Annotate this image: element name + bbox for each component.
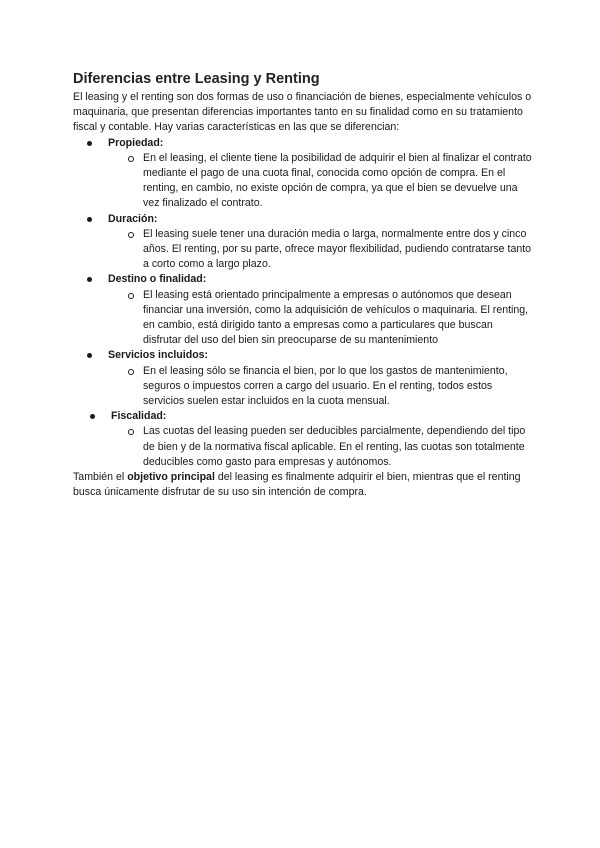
intro-paragraph: El leasing y el renting son dos formas de uso o financiación de bienes, especialmente vehículos o maquinaria, que presentan diferencias importantes tanto en su finalidad como en su tratamiento fiscal y contable. Hay varias características en las que se diferencian:	[73, 91, 532, 134]
term-fiscalidad: Fiscalidad:	[111, 410, 167, 423]
bullet-icon	[87, 217, 92, 222]
term-servicios: Servicios incluidos:	[108, 349, 209, 362]
bullet-icon	[87, 353, 92, 358]
sublist-servicios	[108, 364, 533, 410]
item-text-destino: El leasing está orientado principalmente a empresas o autónomos que desean financiar una inversión, como la adquisición de vehículos o maquinaria. El renting, en cambio, está dirigido tanto a empresas como a particulares que buscan disfrutar del uso del bien sin preocuparse de su mantenimiento	[143, 288, 529, 347]
document-content	[73, 70, 533, 500]
circle-bullet-icon	[128, 156, 134, 162]
list-item-destino	[73, 272, 533, 348]
conclusion-before: También el	[73, 471, 128, 484]
term-destino: Destino o finalidad:	[108, 273, 207, 286]
circle-bullet-icon	[128, 293, 134, 299]
circle-bullet-icon	[128, 232, 134, 238]
sublist-item	[108, 424, 533, 470]
list-item-servicios	[73, 348, 533, 409]
item-text-servicios: En el leasing sólo se financia el bien, por lo que los gastos de mantenimiento, seguros o impuestos corren a cargo del usuario. En el renting, todos estos servicios suelen estar incluidos en la cuota mensual.	[143, 364, 508, 408]
item-text-duracion: El leasing suele tener una duración media o larga, normalmente entre dos y cinco años. El renting, por su parte, ofrece mayor flexibilidad, pudiendo contratarse tanto a corto como a largo plazo.	[143, 227, 532, 271]
sublist-propiedad	[108, 151, 533, 212]
sublist-item	[108, 364, 533, 410]
term-propiedad: Propiedad:	[108, 136, 164, 149]
bullet-icon	[87, 277, 92, 282]
sublist-item	[108, 227, 533, 273]
term-duracion: Duración:	[108, 212, 158, 225]
differences-list	[73, 136, 533, 470]
item-text-fiscalidad: Las cuotas del leasing pueden ser deducibles parcialmente, dependiendo del tipo de bien y de la normativa fiscal aplicable. En el renting, las cuotas son totalmente deducibles como gasto para empresas y autónomos.	[143, 425, 526, 468]
sublist-item	[108, 151, 533, 212]
sublist-destino	[108, 288, 533, 349]
list-item-propiedad	[73, 136, 533, 212]
circle-bullet-icon	[128, 429, 134, 435]
bullet-icon	[90, 414, 95, 419]
bullet-icon	[87, 141, 92, 146]
list-item-duracion	[73, 212, 533, 273]
document-title: Diferencias entre Leasing y Renting	[73, 71, 320, 87]
list-item-fiscalidad	[73, 409, 533, 470]
sublist-fiscalidad	[108, 424, 533, 470]
item-text-propiedad: En el leasing, el cliente tiene la posibilidad de adquirir el bien al finalizar el contrato mediante el pago de una cuota final, conocida como opción de compra. En el renting, en cambio, no existe opción de compra, ya que el bien se devuelve una vez finalizado el contrato.	[143, 151, 532, 210]
sublist-duracion	[108, 227, 533, 273]
conclusion-paragraph	[73, 470, 533, 500]
conclusion-bold: objetivo principal	[127, 471, 215, 484]
sublist-item	[108, 288, 533, 349]
circle-bullet-icon	[128, 369, 134, 375]
conclusion-after: del leasing es finalmente adquirir el bien, mientras que el renting busca únicamente disfrutar de su uso sin intención de compra.	[73, 471, 521, 499]
